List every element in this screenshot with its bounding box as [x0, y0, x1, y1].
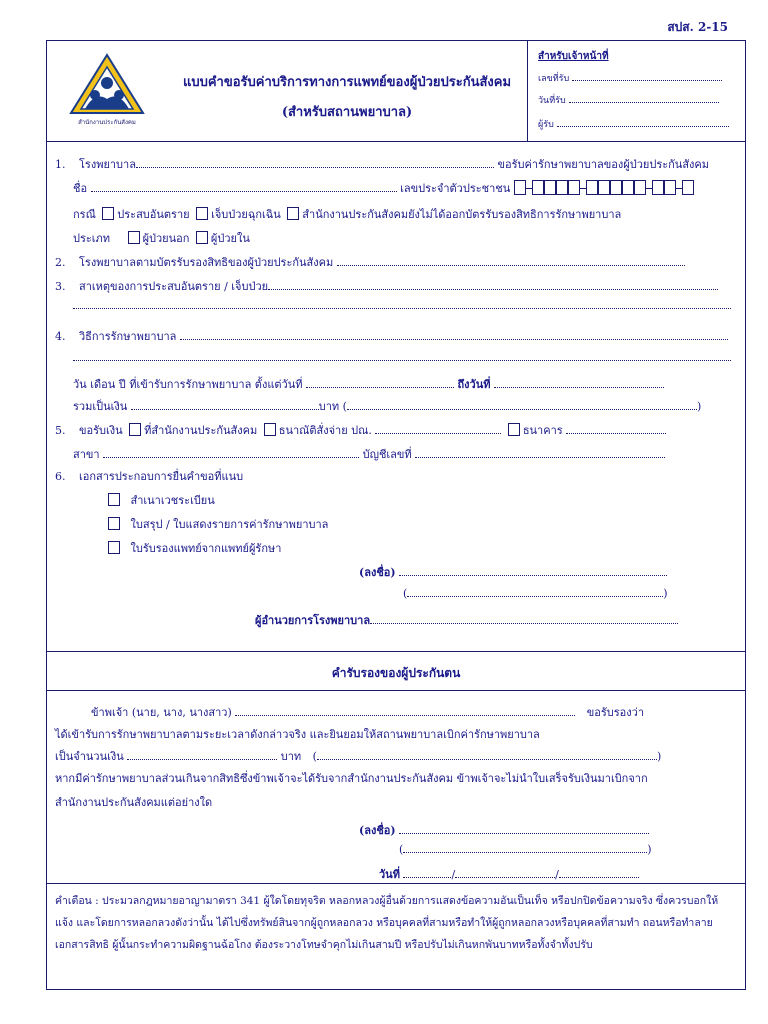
amount-field[interactable] — [127, 759, 277, 760]
date-to-field[interactable] — [494, 387, 664, 388]
row-insured-text: ได้เข้ารับการรักษาพยาบาลตามระยะเวลาดังกล่าวจริง และยินยอมให้สถานพยาบาลเบิกค่ารักษาพยาบาล — [55, 728, 540, 741]
row-dates — [73, 375, 664, 393]
row-hospital — [55, 155, 709, 173]
insured-name-label: ข้าพเจ้า (นาย, นาง, นางสาว) — [91, 706, 232, 719]
row-insured-amount — [55, 747, 661, 765]
director-label: ผู้อำนวยการโรงพยาบาล — [255, 614, 371, 627]
receipt-no-row — [538, 71, 722, 85]
form-subtitle: (สำหรับสถานพยาบาล) — [281, 105, 413, 120]
postal-field[interactable] — [375, 433, 501, 434]
doc-summary-checkbox[interactable] — [108, 517, 120, 530]
row-treatment — [55, 327, 728, 345]
row-insured-excess-2: สำนักงานประกันสังคมแต่อย่างใด — [55, 796, 213, 809]
row-sign-name — [403, 587, 668, 600]
officer-box — [527, 41, 746, 141]
insured-name-field[interactable] — [235, 715, 575, 716]
row-insured-date: วันที่ / / — [379, 865, 639, 883]
form-title: แบบคำขอรับค่าบริการทางการแพทย์ของผู้ป่วยประกันสังคม — [182, 75, 512, 90]
form-header — [47, 41, 745, 142]
payment-label: ขอรับเงิน — [79, 424, 123, 437]
amount-label: เป็นจำนวนเงิน — [55, 750, 124, 763]
date-to-label: ถึงวันที่ — [457, 378, 491, 391]
sign-field[interactable] — [399, 575, 667, 576]
total-label: รวมเป็นเงิน — [73, 400, 128, 413]
name-field[interactable] — [91, 191, 397, 192]
case-label: กรณี — [73, 208, 96, 221]
type-outpatient-label: ผู้ป่วยนอก — [142, 232, 190, 245]
pay-postal-label: ธนาณัติสั่งจ่าย ปณ. — [278, 424, 372, 437]
name-label: ชื่อ — [73, 182, 88, 195]
item-number: 4. — [55, 330, 66, 343]
type-inpatient-checkbox[interactable] — [196, 231, 208, 244]
hospital-label: โรงพยาบาล — [79, 158, 136, 171]
warning-text: คำเตือน : ประมวลกฎหมายอาญามาตรา 341 ผู้ใดโดยทุจริต หลอกหลวงผู้อื่นด้วยการแสดงข้อความอันเป็นเท็จ หรือปกปิดข้อความจริง ซึ่งควรบอกให้แจ้ง และโดยการหลอกลวงดังว่านั้น ได้ไปซึ่งทรัพย์สินจากผู้ถูกหลอกลวง หรือบุคคลที่สามหรือทำให้ผู้ถูกหลอกลวงหรือบุคคลที่สามทำ ถอนหรือทำลายเอกสารสิทธิ ผู้นั้นกระทำความผิดฐานฉ้อโกง ต้องระวางโทษจำคุกไม่เกินสามปี หรือปรับไม่เกินหกพันบาทหรือทั้งจำทั้งปรับ — [55, 895, 719, 951]
case-accident-label: ประสบอันตราย — [117, 208, 190, 221]
paren-close: ) — [696, 400, 702, 413]
claim-label: ขอรับค่ารักษาพยาบาลของผู้ป่วยประกันสังคม — [497, 158, 710, 171]
date-month-field[interactable] — [455, 877, 555, 878]
row-payment — [55, 421, 666, 439]
card-hospital-field[interactable] — [337, 265, 685, 266]
pay-office-label: ที่สำนักงานประกันสังคม — [144, 424, 258, 437]
row-cause — [55, 277, 718, 295]
paren-open: ( — [403, 587, 408, 600]
treatment-label: วิธีการรักษาพยาบาล — [79, 330, 177, 343]
baht-label: บาท — [280, 750, 302, 763]
insured-sign-label: (ลงชื่อ) — [359, 824, 396, 837]
pay-bank-label: ธนาคาร — [522, 424, 563, 437]
pay-bank-checkbox[interactable] — [508, 423, 520, 436]
account-label: บัญชีเลขที่ — [362, 448, 412, 461]
date-year-field[interactable] — [559, 877, 639, 878]
paren-close: ) — [663, 587, 668, 600]
paren-close: ) — [656, 750, 662, 763]
type-inpatient-label: ผู้ป่วยใน — [210, 232, 250, 245]
doc-record-label: สำเนาเวชระเบียน — [130, 494, 215, 507]
receiver-row — [538, 117, 729, 131]
case-accident-checkbox[interactable] — [102, 207, 114, 220]
date-day-field[interactable] — [403, 877, 451, 878]
item-number: 5. — [55, 424, 66, 437]
row-doc1 — [105, 491, 215, 509]
paren-open: ( — [342, 400, 347, 413]
item-number: 1. — [55, 158, 66, 171]
sso-logo — [65, 51, 149, 131]
treatment-field-2[interactable] — [73, 360, 731, 361]
officer-heading: สำหรับเจ้าหน้าที่ — [538, 51, 609, 62]
id-label: เลขประจำตัวประชาชน — [400, 182, 511, 195]
cause-label: สาเหตุของการประสบอันตราย / เจ็บป่วย — [79, 280, 269, 293]
receipt-date-label: วันที่รับ — [538, 96, 566, 106]
row-doc2 — [105, 515, 328, 533]
insured-section-title: คำรับรองของผู้ประกันตน — [331, 666, 461, 680]
row-type — [73, 229, 250, 247]
doc-certificate-label: ใบรับรองแพทย์จากแพทย์ผู้รักษา — [130, 542, 282, 555]
receiver-label: ผู้รับ — [538, 120, 554, 130]
doc-certificate-checkbox[interactable] — [108, 541, 120, 554]
pay-postal-checkbox[interactable] — [264, 423, 276, 436]
cause-field[interactable] — [268, 289, 718, 290]
branch-label: สาขา — [73, 448, 100, 461]
insured-sign-field[interactable] — [399, 833, 649, 834]
cause-field-2[interactable] — [73, 308, 731, 309]
item-number: 2. — [55, 256, 66, 269]
paren-open: ( — [312, 750, 317, 763]
row-treatment-cont — [73, 351, 731, 364]
sign-label: (ลงชื่อ) — [359, 566, 396, 579]
doc-record-checkbox[interactable] — [108, 493, 120, 506]
item-number: 6. — [55, 470, 66, 483]
form-frame — [46, 40, 746, 990]
type-outpatient-checkbox[interactable] — [128, 231, 140, 244]
row-insured-sign — [359, 821, 649, 839]
row-card-hospital — [55, 253, 685, 271]
baht-label: บาท — [318, 400, 340, 413]
row-case — [73, 205, 621, 223]
total-words-field[interactable] — [347, 409, 697, 410]
row-doc3 — [105, 539, 281, 557]
paren-close: ) — [647, 843, 652, 856]
sign-name-field[interactable] — [407, 596, 663, 597]
row-insured-name — [91, 703, 644, 721]
branch-field[interactable] — [103, 457, 359, 458]
pay-office-checkbox[interactable] — [129, 423, 141, 436]
account-field[interactable] — [415, 457, 665, 458]
row-docs-heading — [55, 467, 243, 485]
row-name — [73, 179, 694, 197]
logo-caption: สำนักงานประกันสังคม — [78, 119, 136, 126]
total-field[interactable] — [131, 409, 319, 410]
insured-section-header — [47, 651, 745, 691]
certify-label: ขอรับรองว่า — [586, 706, 645, 719]
doc-summary-label: ใบสรุป / ใบแสดงรายการค่ารักษาพยาบาล — [130, 518, 329, 531]
treatment-field[interactable] — [180, 339, 728, 340]
row-branch — [73, 445, 665, 463]
docs-label: เอกสารประกอบการยื่นคำขอที่แนบ — [79, 470, 244, 483]
receipt-date-field[interactable] — [569, 102, 719, 103]
form-code: สปส. 2-15 — [667, 20, 728, 34]
row-insured-excess: หากมีค่ารักษาพยาบาลส่วนเกินจากสิทธิซึ่งข้าพเจ้าจะได้รับจากสำนักงานประกันสังคม ข้าพเจ้าจะไม่นำใบเสร็จรับเงินมาเบิกจาก — [55, 772, 648, 785]
row-sign — [359, 563, 667, 581]
date-from-label: วัน เดือน ปี ที่เข้ารับการรักษาพยาบาล ตั้งแต่วันที่ — [73, 378, 303, 391]
row-total — [73, 397, 701, 415]
row-director — [255, 611, 678, 629]
case-nocard-label: สำนักงานประกันสังคมยังไม่ได้ออกบัตรรับรองสิทธิการรักษาพยาบาล — [302, 208, 622, 221]
warning-box — [47, 883, 745, 990]
receipt-date-row — [538, 93, 719, 107]
case-emergency-label: เจ็บป่วยฉุกเฉิน — [211, 208, 281, 221]
receiver-field[interactable] — [557, 126, 729, 127]
case-nocard-checkbox[interactable] — [287, 207, 299, 220]
receipt-no-label: เลขที่รับ — [538, 74, 570, 84]
bank-field[interactable] — [566, 433, 666, 434]
date-from-field[interactable] — [306, 387, 454, 388]
id-boxes[interactable] — [514, 182, 694, 195]
insured-sign-name-field[interactable] — [403, 852, 647, 853]
insured-date-label: วันที่ — [379, 868, 400, 881]
case-emergency-checkbox[interactable] — [196, 207, 208, 220]
row-insured-sign-name — [399, 843, 652, 856]
paren-open: ( — [399, 843, 404, 856]
item-number: 3. — [55, 280, 66, 293]
row-cause-cont — [73, 299, 731, 312]
type-label: ประเภท — [73, 232, 111, 245]
amount-words-field[interactable] — [317, 759, 657, 760]
hospital-field[interactable] — [136, 167, 494, 168]
director-field[interactable] — [370, 623, 678, 624]
receipt-no-field[interactable] — [572, 80, 722, 81]
card-hospital-label: โรงพยาบาลตามบัตรรับรองสิทธิของผู้ป่วยประกันสังคม — [79, 256, 334, 269]
